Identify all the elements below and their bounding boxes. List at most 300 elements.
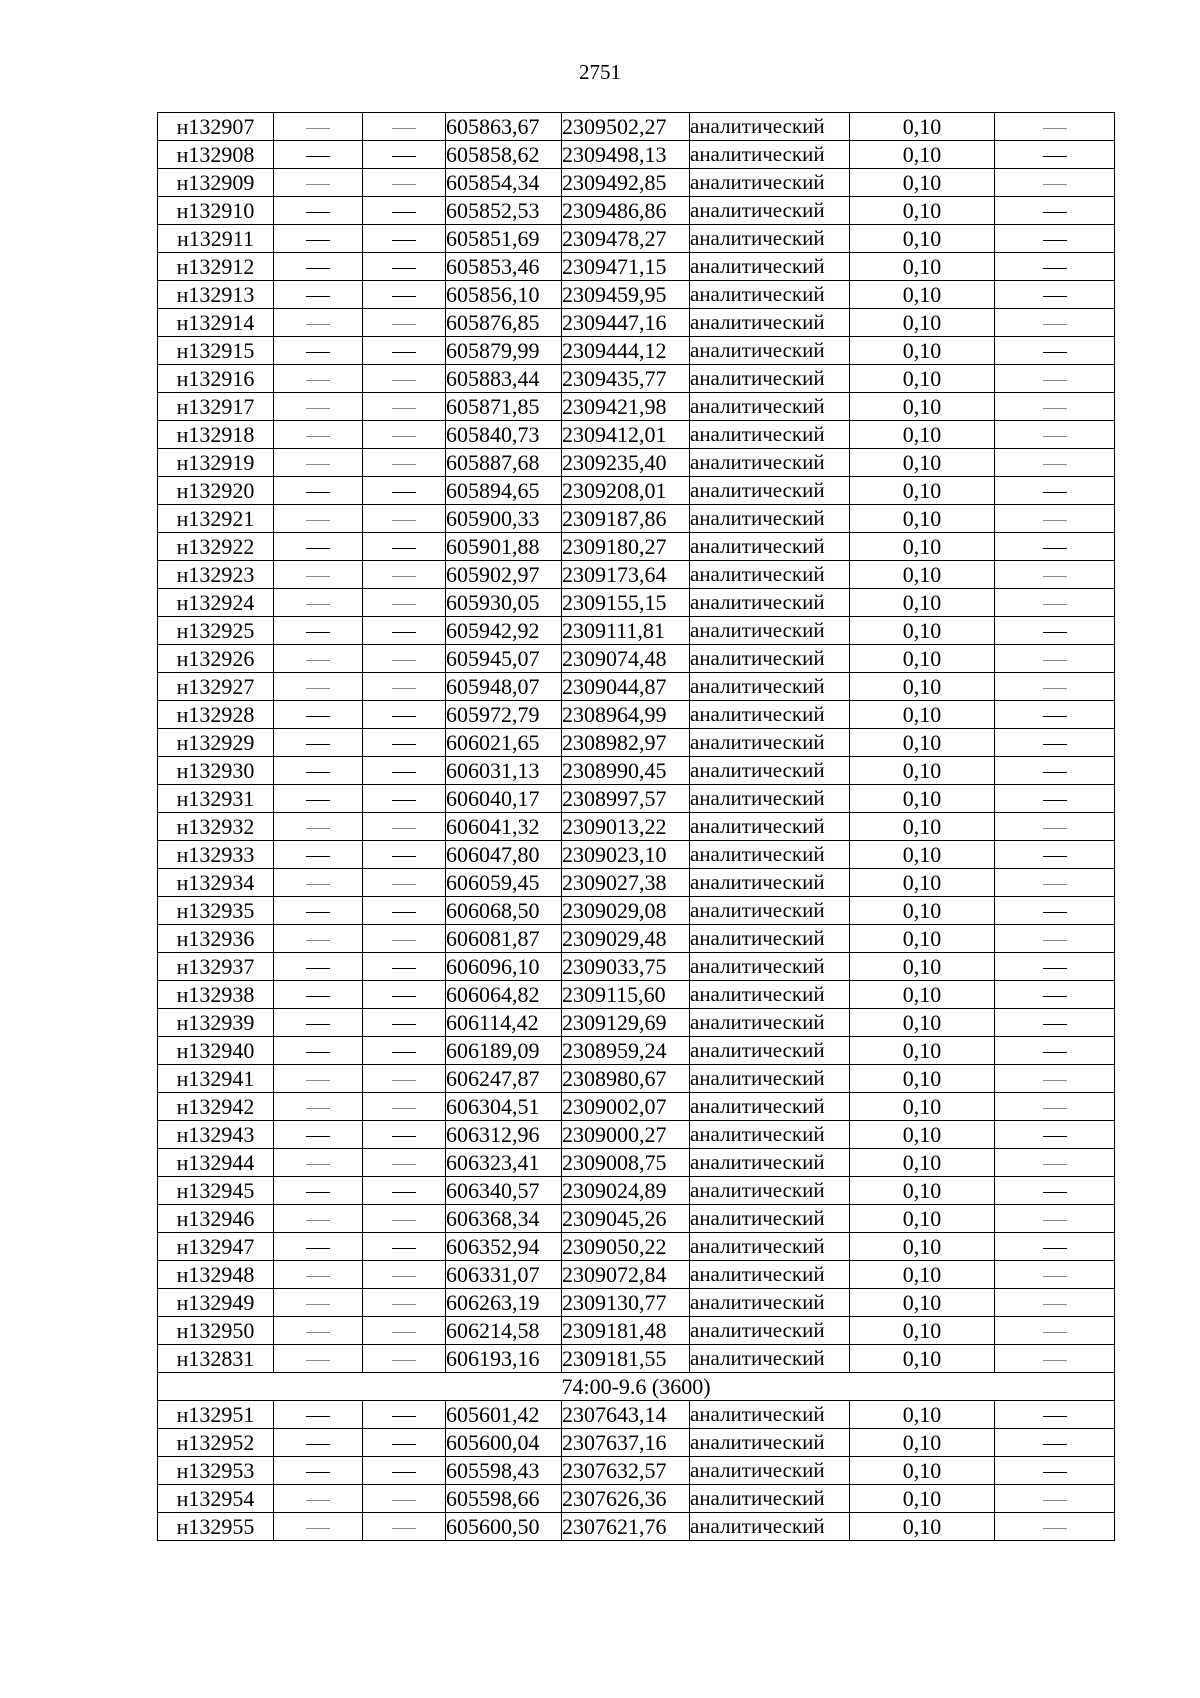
method-cell: аналитический — [690, 1065, 850, 1093]
point-id-cell: н132911 — [158, 225, 274, 253]
x-coordinate-cell: 606340,57 — [446, 1177, 562, 1205]
method-cell: аналитический — [690, 673, 850, 701]
empty-value-cell — [274, 253, 363, 281]
empty-value-cell — [995, 673, 1115, 701]
dash-mark — [392, 1276, 416, 1277]
x-coordinate-cell: 605871,85 — [446, 393, 562, 421]
y-coordinate-cell: 2309187,86 — [562, 505, 690, 533]
method-cell: аналитический — [690, 981, 850, 1009]
dash-mark — [392, 884, 416, 885]
y-coordinate-cell: 2309459,95 — [562, 281, 690, 309]
x-coordinate-cell: 606304,51 — [446, 1093, 562, 1121]
accuracy-cell: 0,10 — [850, 1317, 995, 1345]
accuracy-cell: 0,10 — [850, 1429, 995, 1457]
x-coordinate-cell: 605853,46 — [446, 253, 562, 281]
method-cell: аналитический — [690, 1345, 850, 1373]
method-cell: аналитический — [690, 1429, 850, 1457]
empty-value-cell — [363, 477, 446, 505]
x-coordinate-cell: 606312,96 — [446, 1121, 562, 1149]
point-id-cell: н132923 — [158, 561, 274, 589]
empty-value-cell — [363, 225, 446, 253]
point-id-cell: н132939 — [158, 1009, 274, 1037]
dash-mark — [306, 492, 330, 493]
table-row — [158, 1233, 1115, 1261]
empty-value-cell — [274, 897, 363, 925]
point-id-cell: н132946 — [158, 1205, 274, 1233]
table-row — [158, 561, 1115, 589]
y-coordinate-cell: 2309072,84 — [562, 1261, 690, 1289]
empty-value-cell — [995, 589, 1115, 617]
point-id-cell: н132944 — [158, 1149, 274, 1177]
x-coordinate-cell: 606114,42 — [446, 1009, 562, 1037]
y-coordinate-cell: 2309130,77 — [562, 1289, 690, 1317]
point-id-cell: н132919 — [158, 449, 274, 477]
dash-mark — [392, 1500, 416, 1501]
point-id-cell: н132932 — [158, 813, 274, 841]
table-row — [158, 1261, 1115, 1289]
empty-value-cell — [274, 1457, 363, 1485]
table-row — [158, 729, 1115, 757]
x-coordinate-cell: 605863,67 — [446, 113, 562, 141]
method-cell: аналитический — [690, 421, 850, 449]
empty-value-cell — [995, 1177, 1115, 1205]
x-coordinate-cell: 605851,69 — [446, 225, 562, 253]
dash-mark — [1043, 1304, 1067, 1305]
accuracy-cell: 0,10 — [850, 673, 995, 701]
empty-value-cell — [363, 1457, 446, 1485]
accuracy-cell: 0,10 — [850, 813, 995, 841]
y-coordinate-cell: 2309435,77 — [562, 365, 690, 393]
empty-value-cell — [274, 225, 363, 253]
y-coordinate-cell: 2309155,15 — [562, 589, 690, 617]
x-coordinate-cell: 606064,82 — [446, 981, 562, 1009]
empty-value-cell — [363, 1149, 446, 1177]
x-coordinate-cell: 605894,65 — [446, 477, 562, 505]
empty-value-cell — [274, 589, 363, 617]
empty-value-cell — [363, 1093, 446, 1121]
x-coordinate-cell: 605942,92 — [446, 617, 562, 645]
empty-value-cell — [274, 701, 363, 729]
dash-mark — [392, 1108, 416, 1109]
dash-mark — [306, 212, 330, 213]
dash-mark — [1043, 828, 1067, 829]
dash-mark — [1043, 1332, 1067, 1333]
dash-mark — [392, 940, 416, 941]
accuracy-cell: 0,10 — [850, 1149, 995, 1177]
x-coordinate-cell: 606096,10 — [446, 953, 562, 981]
y-coordinate-cell: 2309033,75 — [562, 953, 690, 981]
accuracy-cell: 0,10 — [850, 309, 995, 337]
method-cell: аналитический — [690, 1009, 850, 1037]
dash-mark — [392, 1444, 416, 1445]
dash-mark — [1043, 996, 1067, 997]
dash-mark — [1043, 548, 1067, 549]
empty-value-cell — [363, 1485, 446, 1513]
dash-mark — [1043, 1360, 1067, 1361]
empty-value-cell — [274, 1149, 363, 1177]
dash-mark — [306, 1192, 330, 1193]
table-row — [158, 197, 1115, 225]
point-id-cell: н132951 — [158, 1401, 274, 1429]
table-row — [158, 393, 1115, 421]
y-coordinate-cell: 2309173,64 — [562, 561, 690, 589]
dash-mark — [306, 128, 330, 129]
dash-mark — [306, 744, 330, 745]
y-coordinate-cell: 2309027,38 — [562, 869, 690, 897]
table-row — [158, 477, 1115, 505]
x-coordinate-cell: 606081,87 — [446, 925, 562, 953]
dash-mark — [1043, 884, 1067, 885]
x-coordinate-cell: 605598,43 — [446, 1457, 562, 1485]
empty-value-cell — [274, 1317, 363, 1345]
empty-value-cell — [274, 1261, 363, 1289]
section-title: 74:00-9.6 (3600) — [158, 1373, 1115, 1401]
accuracy-cell: 0,10 — [850, 1009, 995, 1037]
dash-mark — [392, 772, 416, 773]
dash-mark — [306, 1444, 330, 1445]
point-id-cell: н132949 — [158, 1289, 274, 1317]
dash-mark — [392, 464, 416, 465]
empty-value-cell — [363, 561, 446, 589]
empty-value-cell — [363, 169, 446, 197]
empty-value-cell — [363, 1345, 446, 1373]
empty-value-cell — [363, 925, 446, 953]
method-cell: аналитический — [690, 925, 850, 953]
empty-value-cell — [363, 1261, 446, 1289]
dash-mark — [392, 268, 416, 269]
empty-value-cell — [363, 785, 446, 813]
table-row — [158, 1317, 1115, 1345]
point-id-cell: н132948 — [158, 1261, 274, 1289]
x-coordinate-cell: 605601,42 — [446, 1401, 562, 1429]
dash-mark — [392, 856, 416, 857]
y-coordinate-cell: 2309115,60 — [562, 981, 690, 1009]
method-cell: аналитический — [690, 1149, 850, 1177]
table-row — [158, 925, 1115, 953]
dash-mark — [392, 1052, 416, 1053]
accuracy-cell: 0,10 — [850, 533, 995, 561]
dash-mark — [392, 1416, 416, 1417]
point-id-cell: н132950 — [158, 1317, 274, 1345]
table-row — [158, 141, 1115, 169]
point-id-cell: н132936 — [158, 925, 274, 953]
dash-mark — [1043, 912, 1067, 913]
empty-value-cell — [274, 113, 363, 141]
y-coordinate-cell: 2309044,87 — [562, 673, 690, 701]
table-row — [158, 841, 1115, 869]
x-coordinate-cell: 605600,04 — [446, 1429, 562, 1457]
dash-mark — [392, 1360, 416, 1361]
table-row — [158, 309, 1115, 337]
y-coordinate-cell: 2309471,15 — [562, 253, 690, 281]
empty-value-cell — [274, 925, 363, 953]
dash-mark — [306, 912, 330, 913]
empty-value-cell — [995, 141, 1115, 169]
table-body — [158, 113, 1115, 1541]
dash-mark — [1043, 240, 1067, 241]
dash-mark — [392, 1164, 416, 1165]
empty-value-cell — [995, 897, 1115, 925]
point-id-cell: н132955 — [158, 1513, 274, 1541]
y-coordinate-cell: 2307643,14 — [562, 1401, 690, 1429]
empty-value-cell — [274, 197, 363, 225]
point-id-cell: н132924 — [158, 589, 274, 617]
point-id-cell: н132920 — [158, 477, 274, 505]
method-cell: аналитический — [690, 477, 850, 505]
dash-mark — [1043, 1108, 1067, 1109]
dash-mark — [392, 744, 416, 745]
dash-mark — [306, 1472, 330, 1473]
dash-mark — [392, 128, 416, 129]
y-coordinate-cell: 2309492,85 — [562, 169, 690, 197]
empty-value-cell — [363, 617, 446, 645]
empty-value-cell — [995, 253, 1115, 281]
dash-mark — [306, 968, 330, 969]
method-cell: аналитический — [690, 813, 850, 841]
empty-value-cell — [995, 1205, 1115, 1233]
accuracy-cell: 0,10 — [850, 197, 995, 225]
dash-mark — [1043, 576, 1067, 577]
empty-value-cell — [274, 1009, 363, 1037]
dash-mark — [1043, 744, 1067, 745]
y-coordinate-cell: 2309181,55 — [562, 1345, 690, 1373]
x-coordinate-cell: 605876,85 — [446, 309, 562, 337]
empty-value-cell — [995, 1401, 1115, 1429]
x-coordinate-cell: 606263,19 — [446, 1289, 562, 1317]
x-coordinate-cell: 605948,07 — [446, 673, 562, 701]
y-coordinate-cell: 2309074,48 — [562, 645, 690, 673]
empty-value-cell — [995, 1317, 1115, 1345]
y-coordinate-cell: 2307626,36 — [562, 1485, 690, 1513]
table-row — [158, 1513, 1115, 1541]
accuracy-cell: 0,10 — [850, 281, 995, 309]
accuracy-cell: 0,10 — [850, 253, 995, 281]
table-row — [158, 1429, 1115, 1457]
point-id-cell: н132943 — [158, 1121, 274, 1149]
empty-value-cell — [274, 1037, 363, 1065]
table-row — [158, 813, 1115, 841]
method-cell: аналитический — [690, 1457, 850, 1485]
dash-mark — [392, 212, 416, 213]
dash-mark — [1043, 324, 1067, 325]
empty-value-cell — [274, 729, 363, 757]
y-coordinate-cell: 2309111,81 — [562, 617, 690, 645]
accuracy-cell: 0,10 — [850, 589, 995, 617]
accuracy-cell: 0,10 — [850, 1205, 995, 1233]
empty-value-cell — [363, 337, 446, 365]
empty-value-cell — [995, 729, 1115, 757]
dash-mark — [1043, 1164, 1067, 1165]
point-id-cell: н132945 — [158, 1177, 274, 1205]
dash-mark — [392, 548, 416, 549]
dash-mark — [392, 604, 416, 605]
dash-mark — [306, 1024, 330, 1025]
empty-value-cell — [274, 1513, 363, 1541]
x-coordinate-cell: 606059,45 — [446, 869, 562, 897]
dash-mark — [392, 1024, 416, 1025]
method-cell: аналитический — [690, 897, 850, 925]
x-coordinate-cell: 605600,50 — [446, 1513, 562, 1541]
y-coordinate-cell: 2308959,24 — [562, 1037, 690, 1065]
dash-mark — [306, 464, 330, 465]
table-row — [158, 757, 1115, 785]
empty-value-cell — [363, 841, 446, 869]
dash-mark — [306, 1276, 330, 1277]
point-id-cell: н132935 — [158, 897, 274, 925]
dash-mark — [392, 800, 416, 801]
empty-value-cell — [995, 1345, 1115, 1373]
dash-mark — [306, 576, 330, 577]
empty-value-cell — [363, 813, 446, 841]
dash-mark — [306, 828, 330, 829]
accuracy-cell: 0,10 — [850, 953, 995, 981]
dash-mark — [306, 240, 330, 241]
y-coordinate-cell: 2309002,07 — [562, 1093, 690, 1121]
method-cell: аналитический — [690, 1037, 850, 1065]
dash-mark — [392, 436, 416, 437]
x-coordinate-cell: 605887,68 — [446, 449, 562, 477]
table-row — [158, 505, 1115, 533]
dash-mark — [306, 1220, 330, 1221]
dash-mark — [306, 604, 330, 605]
table-row — [158, 1205, 1115, 1233]
point-id-cell: н132908 — [158, 141, 274, 169]
dash-mark — [1043, 1276, 1067, 1277]
table-row — [158, 953, 1115, 981]
dash-mark — [392, 240, 416, 241]
x-coordinate-cell: 606214,58 — [446, 1317, 562, 1345]
y-coordinate-cell: 2309486,86 — [562, 197, 690, 225]
y-coordinate-cell: 2309208,01 — [562, 477, 690, 505]
dash-mark — [306, 520, 330, 521]
empty-value-cell — [995, 309, 1115, 337]
accuracy-cell: 0,10 — [850, 1457, 995, 1485]
dash-mark — [1043, 464, 1067, 465]
y-coordinate-cell: 2307632,57 — [562, 1457, 690, 1485]
dash-mark — [392, 352, 416, 353]
dash-mark — [392, 1192, 416, 1193]
method-cell: аналитический — [690, 1205, 850, 1233]
y-coordinate-cell: 2309024,89 — [562, 1177, 690, 1205]
empty-value-cell — [274, 981, 363, 1009]
accuracy-cell: 0,10 — [850, 1485, 995, 1513]
x-coordinate-cell: 605901,88 — [446, 533, 562, 561]
empty-value-cell — [274, 1205, 363, 1233]
empty-value-cell — [363, 897, 446, 925]
empty-value-cell — [995, 197, 1115, 225]
empty-value-cell — [995, 1233, 1115, 1261]
empty-value-cell — [995, 113, 1115, 141]
table-row — [158, 1289, 1115, 1317]
table-row — [158, 1177, 1115, 1205]
empty-value-cell — [363, 757, 446, 785]
dash-mark — [306, 296, 330, 297]
method-cell: аналитический — [690, 365, 850, 393]
dash-mark — [392, 660, 416, 661]
empty-value-cell — [363, 505, 446, 533]
y-coordinate-cell: 2308980,67 — [562, 1065, 690, 1093]
accuracy-cell: 0,10 — [850, 729, 995, 757]
table-row — [158, 225, 1115, 253]
empty-value-cell — [363, 197, 446, 225]
accuracy-cell: 0,10 — [850, 701, 995, 729]
x-coordinate-cell: 605858,62 — [446, 141, 562, 169]
y-coordinate-cell: 2308997,57 — [562, 785, 690, 813]
y-coordinate-cell: 2309444,12 — [562, 337, 690, 365]
accuracy-cell: 0,10 — [850, 393, 995, 421]
dash-mark — [392, 324, 416, 325]
point-id-cell: н132954 — [158, 1485, 274, 1513]
empty-value-cell — [274, 645, 363, 673]
empty-value-cell — [363, 589, 446, 617]
accuracy-cell: 0,10 — [850, 477, 995, 505]
accuracy-cell: 0,10 — [850, 981, 995, 1009]
point-id-cell: н132927 — [158, 673, 274, 701]
y-coordinate-cell: 2307621,76 — [562, 1513, 690, 1541]
empty-value-cell — [995, 1261, 1115, 1289]
dash-mark — [306, 1416, 330, 1417]
empty-value-cell — [274, 1429, 363, 1457]
table-row — [158, 673, 1115, 701]
point-id-cell: н132914 — [158, 309, 274, 337]
x-coordinate-cell: 605900,33 — [446, 505, 562, 533]
table-row — [158, 1149, 1115, 1177]
point-id-cell: н132933 — [158, 841, 274, 869]
point-id-cell: н132910 — [158, 197, 274, 225]
dash-mark — [392, 996, 416, 997]
dash-mark — [392, 1136, 416, 1137]
dash-mark — [306, 268, 330, 269]
empty-value-cell — [363, 645, 446, 673]
table-row — [158, 169, 1115, 197]
dash-mark — [1043, 268, 1067, 269]
method-cell: аналитический — [690, 169, 850, 197]
dash-mark — [392, 296, 416, 297]
x-coordinate-cell: 606068,50 — [446, 897, 562, 925]
empty-value-cell — [995, 477, 1115, 505]
table-row — [158, 113, 1115, 141]
empty-value-cell — [995, 225, 1115, 253]
method-cell: аналитический — [690, 617, 850, 645]
accuracy-cell: 0,10 — [850, 1037, 995, 1065]
point-id-cell: н132934 — [158, 869, 274, 897]
point-id-cell: н132928 — [158, 701, 274, 729]
empty-value-cell — [274, 421, 363, 449]
point-id-cell: н132916 — [158, 365, 274, 393]
dash-mark — [1043, 1444, 1067, 1445]
x-coordinate-cell: 605856,10 — [446, 281, 562, 309]
table-row — [158, 281, 1115, 309]
dash-mark — [392, 1528, 416, 1529]
dash-mark — [306, 1248, 330, 1249]
method-cell: аналитический — [690, 645, 850, 673]
empty-value-cell — [274, 841, 363, 869]
x-coordinate-cell: 606041,32 — [446, 813, 562, 841]
dash-mark — [306, 660, 330, 661]
dash-mark — [392, 380, 416, 381]
x-coordinate-cell: 606323,41 — [446, 1149, 562, 1177]
empty-value-cell — [274, 953, 363, 981]
dash-mark — [392, 156, 416, 157]
empty-value-cell — [274, 785, 363, 813]
method-cell: аналитический — [690, 225, 850, 253]
dash-mark — [392, 716, 416, 717]
empty-value-cell — [363, 981, 446, 1009]
empty-value-cell — [363, 953, 446, 981]
dash-mark — [392, 1248, 416, 1249]
empty-value-cell — [995, 701, 1115, 729]
empty-value-cell — [274, 505, 363, 533]
